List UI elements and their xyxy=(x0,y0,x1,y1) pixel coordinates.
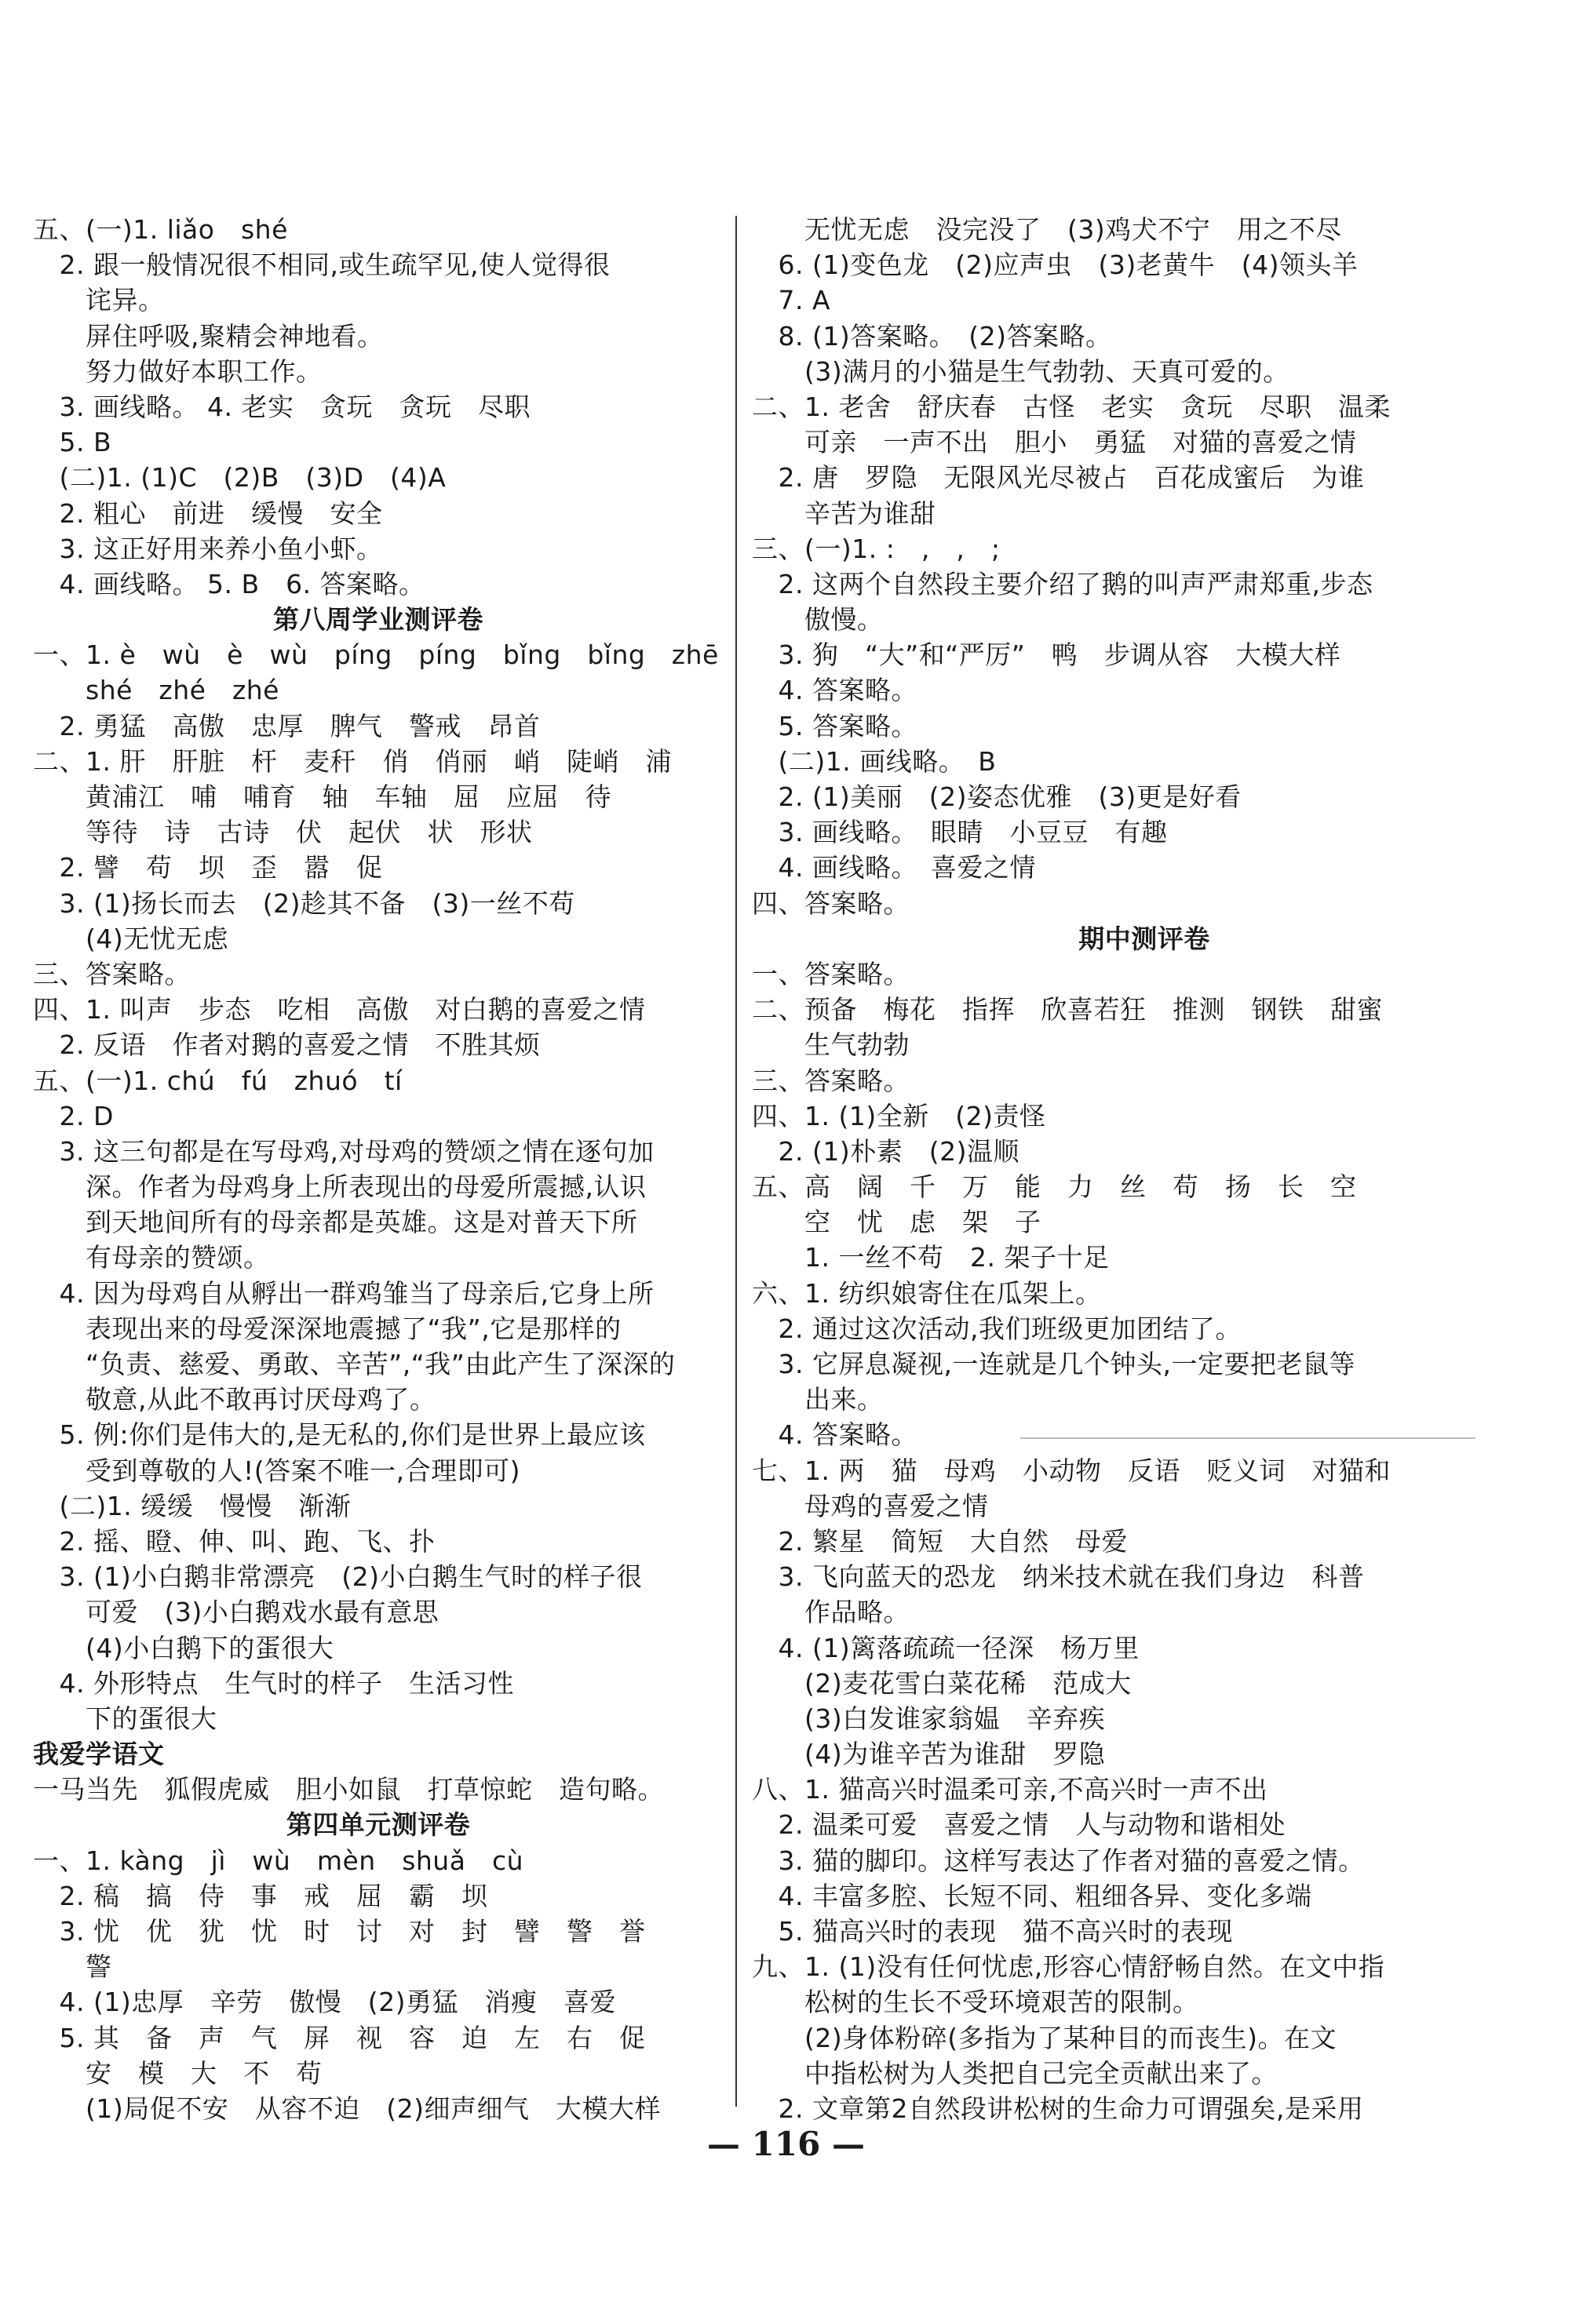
answer-line: 4. 因为母鸡自从孵出一群鸡雏当了母亲后,它身上所 xyxy=(33,1277,655,1309)
answer-line: 七、1. 两 猫 母鸡 小动物 反语 贬义词 对猫和 xyxy=(752,1455,1391,1486)
answer-line: 5. B xyxy=(33,427,112,458)
answer-line: 深。作者为母鸡身上所表现出的母爱所震撼,认识 xyxy=(33,1171,647,1203)
answer-line: 8. (1)答案略。 (2)答案略。 xyxy=(752,320,1112,352)
answer-line: shé zhé zhé xyxy=(33,675,279,706)
answer-line: 松树的生长不受环境艰苦的限制。 xyxy=(752,1987,1199,2018)
answer-line: 4. 答案略。 xyxy=(752,1419,917,1451)
answer-line: “负责、慈爱、勇敢、辛苦”,“我”由此产生了深深的 xyxy=(33,1349,676,1379)
answer-line: 四、1. 叫声 步态 吃相 高傲 对白鹅的喜爱之情 xyxy=(33,994,646,1025)
answer-line: 下的蛋很大 xyxy=(33,1703,217,1734)
answer-line: 作品略。 xyxy=(752,1597,910,1628)
answer-line: (4)小白鹅下的蛋很大 xyxy=(33,1632,334,1663)
answer-line: 二、预备 梅花 指挥 欣喜若狂 推测 钢铁 甜蜜 xyxy=(752,994,1383,1025)
answer-line: 出来。 xyxy=(752,1384,884,1415)
answer-line: 5. 答案略。 xyxy=(752,710,917,741)
answer-line: 2. 唐 罗隐 无限风光尽被占 百花成蜜后 为谁 xyxy=(752,462,1365,494)
answer-line: 3. 画线略。 4. 老实 贪玩 贪玩 尽职 xyxy=(33,391,531,422)
answer-line: 4. 外形特点 生气时的样子 生活习性 xyxy=(33,1667,514,1699)
answer-line: (3)满月的小猫是生气勃勃、天真可爱的。 xyxy=(752,355,1289,387)
answer-line: 3. (1)小白鹅非常漂亮 (2)小白鹅生气时的样子很 xyxy=(33,1561,643,1593)
answer-line: 五、(一)1. chú fú zhuó tí xyxy=(33,1065,403,1096)
answer-line: 5. 例:你们是伟大的,是无私的,你们是世界上最应该 xyxy=(33,1419,646,1451)
answer-line: 2. 这两个自然段主要介绍了鹅的叫声严肃郑重,步态 xyxy=(752,568,1373,599)
answer-line: 等待 诗 古诗 伏 起伏 状 形状 xyxy=(33,817,533,848)
answer-line: 3. 飞向蓝天的恐龙 纳米技术就在我们身边 科普 xyxy=(752,1561,1365,1593)
answer-line: 到天地间所有的母亲都是英雄。这是对普天下所 xyxy=(33,1207,638,1238)
answer-line: 八、1. 猫高兴时温柔可亲,不高兴时一声不出 xyxy=(752,1774,1268,1805)
answer-line: 有母亲的赞颂。 xyxy=(33,1242,270,1273)
answer-line: 四、1. (1)全新 (2)责怪 xyxy=(752,1100,1046,1131)
answer-line: (二)1. (1)C (2)B (3)D (4)A xyxy=(33,462,447,494)
section-heading: 期中测评卷 xyxy=(1078,923,1210,954)
answer-line: (1)局促不安 从容不迫 (2)细声细气 大模大样 xyxy=(33,2093,661,2124)
answer-line: 4. (1)忠厚 辛劳 傲慢 (2)勇猛 消瘦 喜爱 xyxy=(33,1987,616,2018)
answer-line: 警 xyxy=(33,1951,112,1983)
answer-line: 敬意,从此不敢再讨厌母鸡了。 xyxy=(33,1384,436,1415)
answer-line: 2. 文章第2自然段讲松树的生命力可谓强矣,是采用 xyxy=(752,2093,1364,2124)
answer-line: (二)1. 缓缓 慢慢 渐渐 xyxy=(33,1490,352,1521)
answer-line: 黄浦江 哺 哺育 轴 车轴 屈 应屈 待 xyxy=(33,781,611,812)
section-label: 我爱学语文 xyxy=(33,1739,165,1770)
answer-line: 努力做好本职工作。 xyxy=(33,355,323,387)
right-column xyxy=(752,212,1537,2126)
section-heading: 第八周学业测评卷 xyxy=(273,604,483,636)
answer-line: 4. 丰富多腔、长短不同、粗细各异、变化多端 xyxy=(752,1880,1312,1911)
answer-line: 可爱 (3)小白鹅戏水最有意思 xyxy=(33,1597,440,1628)
answer-line: 2. 粗心 前进 缓慢 安全 xyxy=(33,497,383,529)
answer-line: 六、1. 纺织娘寄住在瓜架上。 xyxy=(752,1277,1102,1309)
answer-line: 6. (1)变色龙 (2)应声虫 (3)老黄牛 (4)领头羊 xyxy=(752,250,1359,281)
answer-line: 7. A xyxy=(752,285,831,316)
answer-line: 2. 摇、瞪、伸、叫、跑、飞、扑 xyxy=(33,1525,436,1557)
answer-line: 5. 其 备 声 气 屏 视 容 迫 左 右 促 xyxy=(33,2022,646,2053)
answer-line: 生气勃勃 xyxy=(752,1029,910,1061)
answer-line: 辛苦为谁甜 xyxy=(752,497,936,529)
answer-line: 母鸡的喜爱之情 xyxy=(752,1490,989,1521)
answer-line: 九、1. (1)没有任何忧虑,形容心情舒畅自然。在文中指 xyxy=(752,1951,1385,1983)
answer-line: 3. 这正好用来养小鱼小虾。 xyxy=(33,533,383,564)
answer-line: 三、答案略。 xyxy=(752,1065,910,1096)
answer-line: 4. (1)篱落疏疏一径深 杨万里 xyxy=(752,1632,1140,1663)
horizontal-rule xyxy=(1020,1437,1475,1439)
answer-line: 一、答案略。 xyxy=(752,958,910,989)
left-column xyxy=(33,212,724,2126)
answer-line: 2. D xyxy=(33,1100,114,1131)
answer-line: 可亲 一声不出 胆小 勇猛 对猫的喜爱之情 xyxy=(752,427,1357,458)
answer-line: 4. 画线略。 5. B 6. 答案略。 xyxy=(33,568,425,599)
answer-line: 2. (1)朴素 (2)温顺 xyxy=(752,1135,1019,1167)
answer-line: (2)麦花雪白菜花稀 范成大 xyxy=(752,1667,1132,1699)
answer-line: (二)1. 画线略。 B xyxy=(752,745,997,777)
answer-line: 一、1. kàng jì wù mèn shuǎ cù xyxy=(33,1845,523,1876)
answer-line: (3)白发谁家翁媪 辛弃疾 xyxy=(752,1703,1106,1734)
answer-line: 五、高 阔 千 万 能 力 丝 苟 扬 长 空 xyxy=(752,1171,1357,1203)
answer-line: 2. 跟一般情况很不相同,或生疏罕见,使人觉得很 xyxy=(33,250,611,281)
column-divider xyxy=(735,216,737,2107)
answer-line: 3. 这三句都是在写母鸡,对母鸡的赞颂之情在逐句加 xyxy=(33,1135,655,1167)
answer-line: (4)无忧无虑 xyxy=(33,923,229,954)
answer-line: 2. 通过这次活动,我们班级更加团结了。 xyxy=(752,1313,1242,1344)
answer-line: 2. 反语 作者对鹅的喜爱之情 不胜其烦 xyxy=(33,1029,541,1061)
answer-line: 3. 画线略。 眼睛 小豆豆 有趣 xyxy=(752,817,1168,848)
answer-line: 二、1. 老舍 舒庆春 古怪 老实 贪玩 尽职 温柔 xyxy=(752,391,1391,422)
answer-line: 三、答案略。 xyxy=(33,958,191,989)
answer-line: (2)身体粉碎(多指为了某种目的而丧生)。在文 xyxy=(752,2022,1337,2053)
answer-line: 2. 譬 苟 坝 歪 嚣 促 xyxy=(33,852,383,883)
answer-line: 表现出来的母爱深深地震撼了“我”,它是那样的 xyxy=(33,1313,622,1344)
answer-line: 3. (1)扬长而去 (2)趁其不备 (3)一丝不苟 xyxy=(33,887,575,919)
answer-line: 安 模 大 不 苟 xyxy=(33,2057,323,2089)
answer-line: 2. 稿 搞 侍 事 戒 屈 霸 坝 xyxy=(33,1880,488,1911)
answer-line: 二、1. 肝 肝脏 杆 麦秆 俏 俏丽 峭 陡峭 浦 xyxy=(33,745,672,777)
answer-line: 屏住呼吸,聚精会神地看。 xyxy=(33,320,384,352)
answer-line: 3. 忧 优 犹 忧 时 讨 对 封 譬 警 誉 xyxy=(33,1916,646,1947)
answer-line: 空 忧 虑 架 子 xyxy=(752,1207,1041,1238)
answer-line: 无忧无虑 没完没了 (3)鸡犬不宁 用之不尽 xyxy=(752,214,1342,245)
section-heading: 第四单元测评卷 xyxy=(286,1809,471,1841)
answer-line: 4. 画线略。 喜爱之情 xyxy=(752,852,1036,883)
answer-line: 三、(一)1. : , , ; xyxy=(752,533,1001,564)
answer-line: 2. 繁星 简短 大自然 母爱 xyxy=(752,1525,1128,1557)
answer-line: 中指松树为人类把自己完全贡献出来了。 xyxy=(752,2057,1278,2089)
answer-line: 3. 猫的脚印。这样写表达了作者对猫的喜爱之情。 xyxy=(752,1845,1365,1876)
answer-line: 一、1. è wù è wù píng píng bǐng bǐng zhē xyxy=(33,639,719,671)
answer-line: 3. 狗 “大”和“严厉” 鸭 步调从容 大模大样 xyxy=(752,639,1341,671)
answer-line: 一马当先 狐假虎威 胆小如鼠 打草惊蛇 造句略。 xyxy=(33,1774,664,1805)
answer-line: (4)为谁辛苦为谁甜 罗隐 xyxy=(752,1739,1106,1770)
answer-line: 3. 它屏息凝视,一连就是几个钟头,一定要把老鼠等 xyxy=(752,1349,1355,1379)
answer-line: 四、答案略。 xyxy=(752,887,910,919)
answer-line: 2. (1)美丽 (2)姿态优雅 (3)更是好看 xyxy=(752,781,1242,812)
answer-line: 4. 答案略。 xyxy=(752,675,917,706)
answer-line: 2. 勇猛 高傲 忠厚 脾气 警戒 昂首 xyxy=(33,710,541,741)
page-number: — 116 — xyxy=(707,2125,865,2163)
answer-line: 5. 猫高兴时的表现 猫不高兴时的表现 xyxy=(752,1916,1233,1947)
answer-line: 傲慢。 xyxy=(752,604,884,636)
answer-line: 受到尊敬的人!(答案不唯一,合理即可) xyxy=(33,1455,520,1486)
answer-line: 2. 温柔可爱 喜爱之情 人与动物和谐相处 xyxy=(752,1809,1286,1841)
answer-line: 1. 一丝不苟 2. 架子十足 xyxy=(752,1242,1110,1273)
answer-line: 五、(一)1. liǎo shé xyxy=(33,214,288,245)
answer-line: 诧异。 xyxy=(33,285,165,316)
